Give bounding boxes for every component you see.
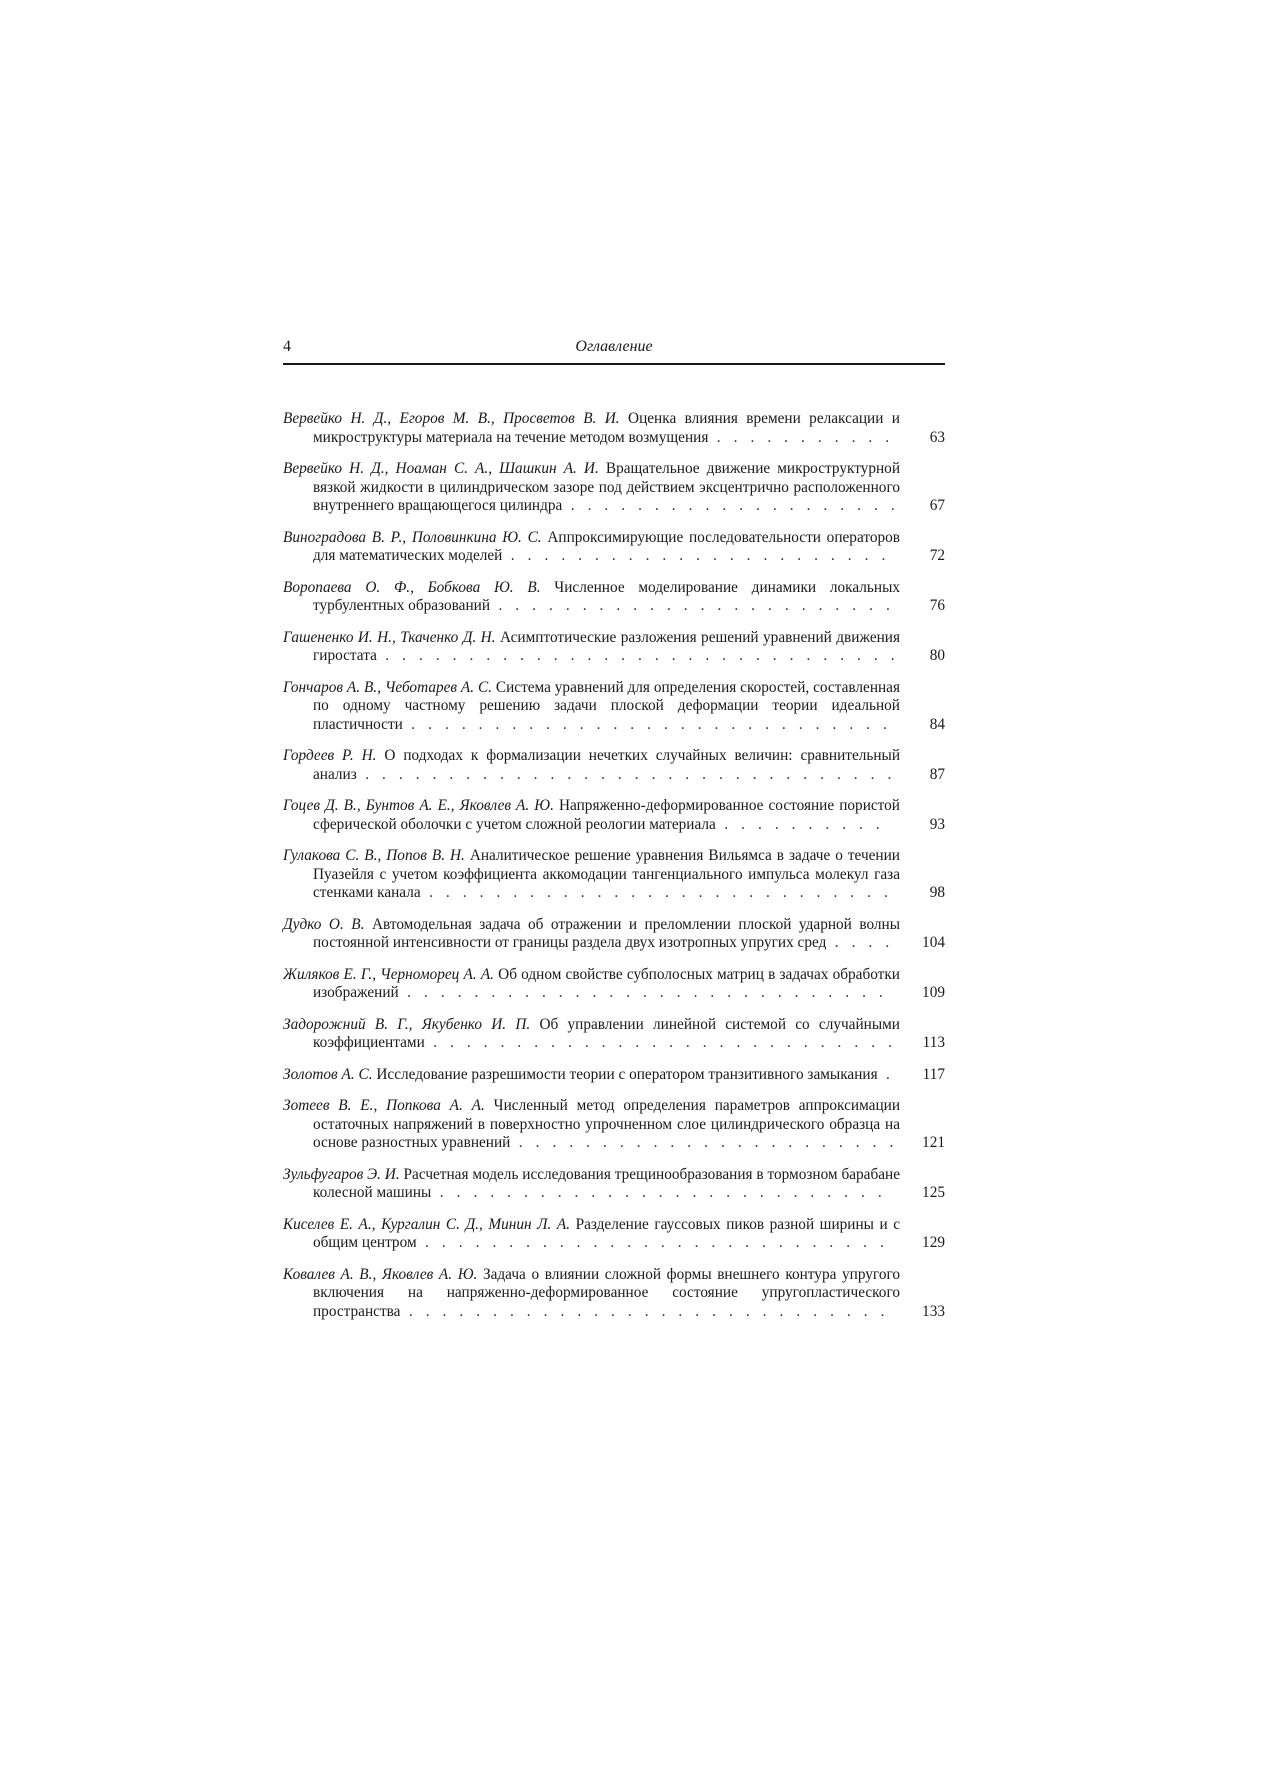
toc-entry-page-number: 129 <box>922 1234 945 1251</box>
toc-entry-authors: Зотеев В. Е., Попкова А. А. <box>283 1097 485 1114</box>
toc-entry-authors: Гордеев Р. Н. <box>283 747 377 764</box>
toc-entry-page-number: 104 <box>922 934 945 951</box>
toc-entry-text <box>283 797 945 834</box>
dot-leaders: . . . . <box>826 934 894 951</box>
dot-leaders: . . . . . . . . . . . . . . . . . . . . . . . . . . . . . . . . <box>356 765 896 783</box>
toc-entry[interactable] <box>283 966 945 1003</box>
toc-entry-page-number: 93 <box>929 815 945 833</box>
dot-leaders: . . . . . . . . . . . . . . . . . . . . . . . . . . . . <box>424 1034 897 1051</box>
page-number: 4 <box>283 338 291 355</box>
toc-entry-text <box>283 1266 945 1322</box>
toc-entry-authors: Задорожний В. Г., Якубенко И. П. <box>283 1015 531 1033</box>
toc-entry-text <box>283 747 945 784</box>
toc-entry-page-number: 109 <box>922 984 945 1001</box>
toc-entry[interactable] <box>283 1216 945 1253</box>
toc-entry-title: Аппроксимирующие последовательности операторов для математических моделей <box>313 528 900 564</box>
dot-leaders: . . . . . . . . . . . . . . . . . . . . . . . . <box>490 597 895 614</box>
toc-entry-title: Оценка влияния времени релаксации и микроструктуры материала на течение методом возмущения <box>313 410 900 446</box>
toc-entry-title: О подходах к формализации нечетких случайных величин: сравнительный анализ <box>313 747 901 783</box>
toc-entry-authors: Виноградова В. Р., Половинкина Ю. С. <box>283 528 542 546</box>
toc-entry-title: Об одном свойстве субполосных матриц в задачах обработки изображений <box>313 965 900 1001</box>
toc-entry-authors: Зульфугаров Э. И. <box>283 1165 400 1183</box>
toc-entry-title: Асимптотические разложения решений уравнений движения гиростата <box>313 628 901 664</box>
dot-leaders: . . . . . . . . . . . . . . . . . . . . <box>562 497 900 514</box>
toc-entry-authors: Жиляков Е. Г., Черноморец А. А. <box>283 965 494 983</box>
toc-entry-title: Численное моделирование динамики локальных турбулентных образований <box>313 578 900 614</box>
toc-entry-text <box>283 1016 945 1053</box>
dot-leaders: . . . . . . . . . . . . . . . . . . . . . . . . . . . . . . . <box>376 647 900 664</box>
section-title: Оглавление <box>575 338 653 355</box>
toc-entry-page-number: 67 <box>929 497 945 514</box>
toc-entry-authors: Вервейко Н. Д., Ноаман С. А., Шашкин А. И. <box>283 460 599 477</box>
toc-entry-text <box>283 679 945 735</box>
toc-entry-text <box>283 966 945 1003</box>
toc-entry-title: Об управлении линейной системой со случайными коэффициентами <box>313 1015 900 1051</box>
toc-entry-authors: Вервейко Н. Д., Егоров М. В., Просветов В. И. <box>283 410 620 427</box>
toc-entry-text <box>283 410 945 447</box>
toc-entry[interactable] <box>283 916 945 953</box>
toc-entry-authors: Киселев Е. А., Кургалин С. Д., Минин Л. А. <box>283 1215 571 1233</box>
dot-leaders: . . . . . . . . . . . <box>708 428 894 446</box>
toc-entry-text <box>283 529 945 566</box>
toc-entry-text <box>283 1097 945 1153</box>
toc-entry[interactable] <box>283 579 945 616</box>
toc-entry-page-number: 125 <box>922 1184 945 1201</box>
toc-entry-page-number: 98 <box>929 884 945 901</box>
dot-leaders: . . . . . . . . . . . . . . . . . . . . . . . . . . . . . <box>398 984 888 1001</box>
document-page <box>283 335 945 1334</box>
toc-entry-title: Аналитическое решение уравнения Вильямса в задаче о течении Пуазейля с учетом коэффициента аккомодации тангенциального импульса молекул газа стенками канала <box>313 847 900 901</box>
toc-entry-page-number: 72 <box>929 547 945 564</box>
toc-entry-text <box>283 847 945 903</box>
toc-entry[interactable] <box>283 1066 945 1085</box>
toc-entry-page-number: 63 <box>929 428 945 446</box>
toc-entry-page-number: 113 <box>922 1034 945 1051</box>
toc-entry[interactable] <box>283 797 945 834</box>
toc-entry-text <box>283 1166 945 1203</box>
toc-entry-title: Система уравнений для определения скоростей, составленная по одному частному решению задачи плоской деформации теории идеальной пластичности <box>313 678 901 733</box>
toc-entry[interactable] <box>283 629 945 666</box>
toc-entry[interactable] <box>283 1016 945 1053</box>
toc-entry-page-number: 133 <box>922 1302 945 1320</box>
table-of-contents <box>283 410 945 1321</box>
toc-entry-page-number: 76 <box>929 597 945 614</box>
dot-leaders: . . . . . . . . . . . . . . . . . . . . . . . . . . . . <box>416 1234 889 1251</box>
dot-leaders: . . . . . . . . . . . . . . . . . . . . . . . . . . . . . <box>402 715 892 733</box>
toc-entry-authors: Гоцев Д. В., Бунтов А. Е., Яковлев А. Ю. <box>283 797 554 814</box>
toc-entry-page-number: 80 <box>929 647 945 664</box>
toc-entry-authors: Воропаева О. Ф., Бобкова Ю. В. <box>283 578 541 596</box>
toc-entry-title: Численный метод определения параметров аппроксимации остаточных напряжений в поверхностно упрочненном слое цилиндрического образца на основе разностных уравнений <box>313 1097 901 1151</box>
toc-entry-text <box>283 1216 945 1253</box>
toc-entry-text <box>283 629 945 666</box>
toc-entry-title: Расчетная модель исследования трещинообразования в тормозном барабане колесной машины <box>313 1165 901 1201</box>
toc-entry[interactable] <box>283 460 945 516</box>
toc-entry[interactable] <box>283 410 945 447</box>
toc-entry-text <box>283 460 945 516</box>
running-header <box>283 335 945 365</box>
toc-entry-text <box>283 1066 945 1085</box>
toc-entry-authors: Гашененко И. Н., Ткаченко Д. Н. <box>283 628 496 646</box>
toc-entry-page-number: 87 <box>929 765 945 783</box>
toc-entry-title: Исследование разрешимости теории с оператором транзитивного замыкания <box>376 1065 878 1083</box>
dot-leaders: . . . . . . . . . . . . . . . . . . . . . . . <box>502 547 890 564</box>
toc-entry-text <box>283 916 945 953</box>
toc-entry[interactable] <box>283 529 945 566</box>
toc-entry-title: Автомодельная задача об отражении и преломлении плоской ударной волны постоянной интенсивности от границы раздела двух изотропных упругих сред <box>313 915 901 951</box>
toc-entry[interactable] <box>283 1097 945 1153</box>
toc-entry-page-number: 121 <box>922 1134 945 1151</box>
toc-entry[interactable] <box>283 1266 945 1322</box>
toc-entry-authors: Дудко О. В. <box>283 915 365 933</box>
toc-entry-authors: Гончаров А. В., Чеботарев А. С. <box>283 678 492 696</box>
toc-entry-page-number: 117 <box>922 1065 945 1083</box>
toc-entry-authors: Гулакова С. В., Попов В. Н. <box>283 847 465 864</box>
toc-entry-text <box>283 579 945 616</box>
dot-leaders: . . . . . . . . . . . . . . . . . . . . . . . . . . . . . <box>400 1302 890 1320</box>
dot-leaders: . <box>877 1065 895 1083</box>
toc-entry[interactable] <box>283 847 945 903</box>
dot-leaders: . . . . . . . . . . <box>715 815 885 833</box>
dot-leaders: . . . . . . . . . . . . . . . . . . . . . . . . . . . . <box>420 884 893 901</box>
toc-entry-title: Задача о влиянии сложной формы внешнего контура упругого включения на напряженно-деформированное состояние упругопластического пространства <box>313 1265 901 1320</box>
dot-leaders: . . . . . . . . . . . . . . . . . . . . . . . . . . . <box>431 1184 887 1201</box>
toc-entry-authors: Ковалев А. В., Яковлев А. Ю. <box>283 1265 478 1283</box>
toc-entry-title: Вращательное движение микроструктурной вязкой жидкости в цилиндрическом зазоре под действием эксцентрично расположенного внутреннего вращающегося цилиндра <box>313 460 901 514</box>
toc-entry-page-number: 84 <box>929 715 945 733</box>
toc-entry[interactable] <box>283 679 945 735</box>
toc-entry[interactable] <box>283 1166 945 1203</box>
dot-leaders: . . . . . . . . . . . . . . . . . . . . . . . <box>510 1134 898 1151</box>
toc-entry-title: Напряженно-деформированное состояние пористой сферической оболочки с учетом сложной реологии материала <box>313 797 900 833</box>
toc-entry[interactable] <box>283 747 945 784</box>
toc-entry-title: Разделение гауссовых пиков разной ширины и с общим центром <box>313 1215 901 1251</box>
toc-entry-authors: Золотов А. С. <box>283 1065 373 1083</box>
